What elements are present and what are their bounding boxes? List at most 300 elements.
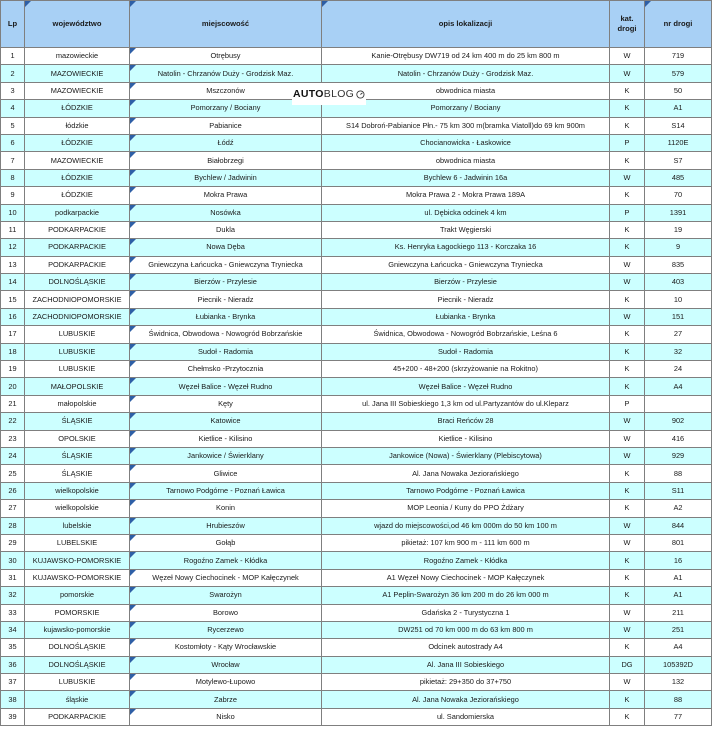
cell-opis-text: pikietaż: 29+350 do 37+750 [419, 677, 512, 687]
cell-lp[interactable] [1, 395, 25, 412]
cell-kat[interactable] [610, 395, 645, 412]
comment-marker-icon [130, 326, 136, 332]
cell-nr[interactable] [645, 621, 712, 638]
cell-lp-text: 34 [8, 625, 17, 635]
cell-opis[interactable] [322, 117, 610, 134]
cell-wojewodztwo[interactable] [25, 100, 130, 117]
cell-lp-text: 35 [8, 642, 17, 652]
cell-kat[interactable] [610, 604, 645, 621]
cell-miejscowosc[interactable] [130, 117, 322, 134]
cell-nr[interactable] [645, 656, 712, 673]
cell-opis[interactable] [322, 204, 610, 221]
cell-kat[interactable] [610, 308, 645, 325]
cell-miejscowosc[interactable] [130, 291, 322, 308]
cell-opis[interactable] [322, 604, 610, 621]
header-nr[interactable]: nr drogi [645, 1, 712, 48]
cell-lp-text: 17 [8, 329, 17, 339]
cell-nr[interactable] [645, 413, 712, 430]
cell-lp[interactable] [1, 152, 25, 169]
cell-opis[interactable] [322, 326, 610, 343]
cell-wojewodztwo[interactable] [25, 639, 130, 656]
cell-miejscowosc[interactable] [130, 134, 322, 151]
cell-miejscowosc[interactable] [130, 517, 322, 534]
cell-miejscowosc-text: Wrocław [211, 659, 240, 669]
cell-lp[interactable] [1, 656, 25, 673]
cell-nr[interactable] [645, 169, 712, 186]
cell-miejscowosc-text: Rycerzewo [207, 625, 244, 635]
cell-opis[interactable] [322, 256, 610, 273]
cell-kat[interactable] [610, 500, 645, 517]
cell-nr[interactable] [645, 639, 712, 656]
cell-nr[interactable] [645, 465, 712, 482]
cell-miejscowosc[interactable] [130, 708, 322, 725]
cell-opis[interactable] [322, 639, 610, 656]
cell-opis[interactable] [322, 378, 610, 395]
cell-lp[interactable] [1, 256, 25, 273]
cell-kat[interactable] [610, 326, 645, 343]
cell-nr[interactable] [645, 343, 712, 360]
cell-opis[interactable] [322, 500, 610, 517]
cell-lp[interactable] [1, 482, 25, 499]
cell-lp[interactable] [1, 569, 25, 586]
cell-miejscowosc[interactable] [130, 691, 322, 708]
cell-opis[interactable] [322, 587, 610, 604]
cell-lp[interactable] [1, 552, 25, 569]
comment-marker-icon [130, 448, 136, 454]
cell-kat[interactable] [610, 447, 645, 464]
cell-nr[interactable] [645, 187, 712, 204]
cell-wojewodztwo[interactable] [25, 517, 130, 534]
cell-opis[interactable] [322, 48, 610, 65]
comment-marker-icon [130, 709, 136, 715]
header-miejscowosc[interactable]: miejscowość [130, 1, 322, 48]
cell-opis-text: wjazd do miejscowości,od 46 km 000m do 50 km 100 m [374, 520, 557, 530]
cell-lp[interactable] [1, 430, 25, 447]
cell-kat-text: K [624, 503, 630, 513]
cell-opis-text: Kanie-Otrębusy DW719 od 24 km 400 m do 25 km 800 m [371, 51, 560, 61]
cell-wojewodztwo[interactable] [25, 413, 130, 430]
cell-miejscowosc[interactable] [130, 656, 322, 673]
cell-opis[interactable] [322, 691, 610, 708]
cell-wojewodztwo[interactable] [25, 343, 130, 360]
cell-wojewodztwo[interactable] [25, 48, 130, 65]
cell-miejscowosc[interactable] [130, 430, 322, 447]
cell-opis-text: obwodnica miasta [435, 155, 496, 165]
cell-kat[interactable] [610, 552, 645, 569]
cell-nr[interactable] [645, 204, 712, 221]
cell-wojewodztwo[interactable] [25, 534, 130, 551]
cell-nr[interactable] [645, 691, 712, 708]
cell-opis-text: obwodnica miasta [435, 85, 496, 95]
cell-kat[interactable] [610, 256, 645, 273]
cell-miejscowosc[interactable] [130, 465, 322, 482]
cell-miejscowosc[interactable] [130, 534, 322, 551]
cell-lp[interactable] [1, 326, 25, 343]
cell-miejscowosc[interactable] [130, 639, 322, 656]
cell-wojewodztwo[interactable] [25, 361, 130, 378]
cell-kat[interactable] [610, 413, 645, 430]
cell-kat-text: P [624, 207, 630, 217]
cell-wojewodztwo[interactable] [25, 674, 130, 691]
cell-opis-text: Natolin - Chrzanów Duży - Grodzisk Maz. [397, 68, 534, 78]
cell-lp[interactable] [1, 447, 25, 464]
cell-miejscowosc[interactable] [130, 482, 322, 499]
cell-opis[interactable] [322, 239, 610, 256]
cell-opis[interactable] [322, 517, 610, 534]
cell-wojewodztwo[interactable] [25, 65, 130, 82]
cell-miejscowosc[interactable] [130, 308, 322, 325]
cell-opis[interactable] [322, 465, 610, 482]
cell-nr[interactable] [645, 221, 712, 238]
cell-nr[interactable] [645, 152, 712, 169]
cell-wojewodztwo[interactable] [25, 117, 130, 134]
cell-lp[interactable] [1, 221, 25, 238]
cell-miejscowosc-text: Mokra Prawa [203, 190, 248, 200]
cell-wojewodztwo[interactable] [25, 691, 130, 708]
cell-kat[interactable] [610, 187, 645, 204]
cell-kat[interactable] [610, 430, 645, 447]
cell-nr[interactable] [645, 378, 712, 395]
cell-wojewodztwo-text: ŚLĄSKIE [61, 416, 93, 426]
cell-lp-text: 11 [8, 225, 17, 235]
cell-miejscowosc-text: Hrubieszów [206, 520, 245, 530]
cell-nr-text: A1 [673, 572, 683, 582]
cell-kat[interactable] [610, 152, 645, 169]
cell-kat[interactable] [610, 239, 645, 256]
cell-kat-text: K [624, 381, 630, 391]
cell-miejscowosc[interactable] [130, 621, 322, 638]
cell-miejscowosc[interactable] [130, 256, 322, 273]
cell-wojewodztwo[interactable] [25, 465, 130, 482]
cell-lp[interactable] [1, 413, 25, 430]
cell-lp[interactable] [1, 204, 25, 221]
cell-nr[interactable] [645, 82, 712, 99]
cell-wojewodztwo[interactable] [25, 152, 130, 169]
cell-opis[interactable] [322, 674, 610, 691]
cell-miejscowosc[interactable] [130, 395, 322, 412]
cell-wojewodztwo[interactable] [25, 187, 130, 204]
cell-lp-text: 22 [8, 416, 17, 426]
cell-opis[interactable] [322, 187, 610, 204]
cell-lp[interactable] [1, 621, 25, 638]
cell-nr[interactable] [645, 134, 712, 151]
cell-wojewodztwo[interactable] [25, 569, 130, 586]
cell-kat[interactable] [610, 100, 645, 117]
comment-marker-icon [130, 152, 136, 158]
cell-opis[interactable] [322, 134, 610, 151]
cell-lp[interactable] [1, 134, 25, 151]
cell-miejscowosc[interactable] [130, 413, 322, 430]
cell-lp[interactable] [1, 378, 25, 395]
cell-opis[interactable] [322, 621, 610, 638]
cell-miejscowosc[interactable] [130, 239, 322, 256]
cell-wojewodztwo[interactable] [25, 482, 130, 499]
cell-wojewodztwo[interactable] [25, 256, 130, 273]
cell-nr[interactable] [645, 326, 712, 343]
cell-miejscowosc[interactable] [130, 326, 322, 343]
cell-miejscowosc[interactable] [130, 447, 322, 464]
cell-nr[interactable] [645, 447, 712, 464]
cell-opis[interactable] [322, 308, 610, 325]
cell-nr[interactable] [645, 117, 712, 134]
cell-wojewodztwo[interactable] [25, 552, 130, 569]
cell-wojewodztwo[interactable] [25, 82, 130, 99]
cell-miejscowosc-text: Świdnica, Obwodowa - Nowogród Bobrzańskie [148, 329, 303, 339]
cell-lp[interactable] [1, 691, 25, 708]
cell-lp-text: 38 [8, 694, 17, 704]
cell-lp[interactable] [1, 308, 25, 325]
cell-wojewodztwo[interactable] [25, 656, 130, 673]
cell-wojewodztwo[interactable] [25, 134, 130, 151]
header-wojewodztwo[interactable]: województwo [25, 1, 130, 48]
cell-miejscowosc[interactable] [130, 65, 322, 82]
cell-miejscowosc[interactable] [130, 604, 322, 621]
cell-nr-text: 579 [671, 68, 685, 78]
cell-opis-text: Sudoł - Radomia [437, 346, 494, 356]
cell-opis[interactable] [322, 569, 610, 586]
cell-kat[interactable] [610, 621, 645, 638]
cell-lp[interactable] [1, 465, 25, 482]
cell-lp-text: 33 [8, 607, 17, 617]
cell-miejscowosc-text: Gliwice [213, 468, 238, 478]
cell-nr[interactable] [645, 674, 712, 691]
cell-opis[interactable] [322, 430, 610, 447]
header-opis[interactable]: opis lokalizacji [322, 1, 610, 48]
cell-miejscowosc[interactable] [130, 361, 322, 378]
cell-nr[interactable] [645, 500, 712, 517]
table-row [1, 65, 712, 82]
header-kat[interactable]: kat. drogi [610, 1, 645, 48]
cell-kat[interactable] [610, 65, 645, 82]
cell-opis[interactable] [322, 361, 610, 378]
cell-wojewodztwo[interactable] [25, 621, 130, 638]
cell-nr[interactable] [645, 482, 712, 499]
cell-kat[interactable] [610, 361, 645, 378]
cell-lp[interactable] [1, 187, 25, 204]
cell-kat[interactable] [610, 569, 645, 586]
cell-opis[interactable] [322, 274, 610, 291]
cell-opis[interactable] [322, 534, 610, 551]
cell-wojewodztwo[interactable] [25, 326, 130, 343]
cell-nr[interactable] [645, 534, 712, 551]
cell-lp-text: 19 [8, 364, 17, 374]
cell-nr[interactable] [645, 517, 712, 534]
cell-kat[interactable] [610, 134, 645, 151]
cell-kat[interactable] [610, 169, 645, 186]
cell-lp[interactable] [1, 639, 25, 656]
cell-miejscowosc[interactable] [130, 48, 322, 65]
cell-opis[interactable] [322, 656, 610, 673]
cell-kat-text: K [624, 225, 630, 235]
cell-kat[interactable] [610, 117, 645, 134]
cell-kat[interactable] [610, 639, 645, 656]
cell-kat[interactable] [610, 534, 645, 551]
cell-wojewodztwo[interactable] [25, 291, 130, 308]
cell-kat[interactable] [610, 378, 645, 395]
cell-nr-text: S14 [671, 120, 685, 130]
cell-lp[interactable] [1, 291, 25, 308]
cell-nr[interactable] [645, 430, 712, 447]
cell-kat[interactable] [610, 708, 645, 725]
cell-kat[interactable] [610, 291, 645, 308]
cell-lp[interactable] [1, 587, 25, 604]
cell-miejscowosc[interactable] [130, 221, 322, 238]
cell-wojewodztwo[interactable] [25, 169, 130, 186]
cell-wojewodztwo[interactable] [25, 447, 130, 464]
cell-miejscowosc[interactable] [130, 500, 322, 517]
cell-kat[interactable] [610, 674, 645, 691]
cell-wojewodztwo-text: LUBUSKIE [58, 346, 96, 356]
cell-lp[interactable] [1, 48, 25, 65]
header-row [1, 1, 712, 48]
cell-lp[interactable] [1, 500, 25, 517]
cell-opis-text: ul. Sandomierska [436, 712, 495, 722]
cell-wojewodztwo[interactable] [25, 239, 130, 256]
cell-lp-text: 12 [8, 242, 17, 252]
cell-kat-text: K [624, 364, 630, 374]
cell-lp[interactable] [1, 82, 25, 99]
cell-nr-text: 403 [671, 277, 685, 287]
cell-opis[interactable] [322, 221, 610, 238]
cell-kat[interactable] [610, 274, 645, 291]
cell-nr[interactable] [645, 100, 712, 117]
cell-wojewodztwo[interactable] [25, 587, 130, 604]
cell-wojewodztwo[interactable] [25, 204, 130, 221]
cell-nr[interactable] [645, 552, 712, 569]
cell-kat-text: W [623, 51, 631, 61]
cell-lp-text: 15 [8, 294, 17, 304]
cell-opis[interactable] [322, 169, 610, 186]
cell-kat[interactable] [610, 517, 645, 534]
cell-opis-text: Rogoźno Zamek - Kłódka [423, 555, 508, 565]
cell-kat[interactable] [610, 82, 645, 99]
cell-kat[interactable] [610, 656, 645, 673]
cell-opis-text: A1 Węzeł Nowy Ciechocinek - MOP Kałęczynek [386, 572, 545, 582]
cell-miejscowosc[interactable] [130, 343, 322, 360]
cell-lp[interactable] [1, 517, 25, 534]
cell-lp[interactable] [1, 604, 25, 621]
cell-lp-text: 26 [8, 485, 17, 495]
cell-nr[interactable] [645, 361, 712, 378]
cell-kat[interactable] [610, 221, 645, 238]
cell-nr-text: 929 [671, 451, 685, 461]
cell-wojewodztwo[interactable] [25, 274, 130, 291]
cell-nr-text: 70 [673, 190, 683, 200]
cell-nr[interactable] [645, 708, 712, 725]
cell-opis[interactable] [322, 65, 610, 82]
table-row [1, 291, 712, 308]
cell-opis-text: Kietlice - Kilisino [438, 433, 493, 443]
cell-opis[interactable] [322, 413, 610, 430]
cell-lp[interactable] [1, 534, 25, 551]
table-row [1, 447, 712, 464]
cell-opis[interactable] [322, 708, 610, 725]
cell-kat-text: DG [621, 659, 633, 669]
cell-wojewodztwo-text: wielkopolskie [55, 485, 99, 495]
cell-lp-text: 5 [10, 120, 15, 130]
cell-lp[interactable] [1, 674, 25, 691]
cell-lp[interactable] [1, 117, 25, 134]
cell-lp[interactable] [1, 274, 25, 291]
comment-marker-icon [130, 639, 136, 645]
cell-opis[interactable] [322, 152, 610, 169]
cell-miejscowosc[interactable] [130, 378, 322, 395]
cell-kat[interactable] [610, 482, 645, 499]
cell-lp[interactable] [1, 361, 25, 378]
cell-nr[interactable] [645, 569, 712, 586]
cell-kat[interactable] [610, 691, 645, 708]
cell-miejscowosc[interactable] [130, 552, 322, 569]
cell-miejscowosc[interactable] [130, 152, 322, 169]
cell-opis[interactable] [322, 343, 610, 360]
cell-miejscowosc[interactable] [130, 587, 322, 604]
cell-kat-text: W [623, 677, 631, 687]
comment-marker-icon [130, 83, 136, 89]
cell-wojewodztwo-text: LUBUSKIE [58, 329, 96, 339]
cell-opis-text: DW251 od 70 km 000 m do 63 km 800 m [398, 625, 533, 635]
cell-miejscowosc[interactable] [130, 569, 322, 586]
cell-wojewodztwo-text: DOLNOŚLĄSKIE [48, 659, 106, 669]
cell-nr[interactable] [645, 308, 712, 325]
cell-miejscowosc[interactable] [130, 187, 322, 204]
cell-nr[interactable] [645, 587, 712, 604]
cell-opis[interactable] [322, 447, 610, 464]
cell-nr[interactable] [645, 256, 712, 273]
watermark-part2: BLOG [323, 88, 355, 100]
cell-kat[interactable] [610, 204, 645, 221]
cell-miejscowosc[interactable] [130, 169, 322, 186]
header-lp[interactable]: Lp [1, 1, 25, 48]
cell-miejscowosc[interactable] [130, 204, 322, 221]
cell-lp[interactable] [1, 100, 25, 117]
cell-lp-text: 14 [8, 277, 17, 287]
cell-lp[interactable] [1, 169, 25, 186]
cell-opis[interactable] [322, 291, 610, 308]
cell-miejscowosc-text: Kostomłoty - Kąty Wrocławskie [174, 642, 277, 652]
cell-lp-text: 30 [8, 555, 17, 565]
cell-wojewodztwo[interactable] [25, 500, 130, 517]
cell-wojewodztwo[interactable] [25, 378, 130, 395]
cell-wojewodztwo[interactable] [25, 430, 130, 447]
cell-wojewodztwo-text: PODKARPACKIE [48, 712, 106, 722]
cell-kat[interactable] [610, 587, 645, 604]
cell-wojewodztwo[interactable] [25, 604, 130, 621]
cell-nr[interactable] [645, 274, 712, 291]
cell-wojewodztwo[interactable] [25, 221, 130, 238]
cell-kat[interactable] [610, 48, 645, 65]
cell-wojewodztwo[interactable] [25, 708, 130, 725]
cell-wojewodztwo[interactable] [25, 395, 130, 412]
cell-kat[interactable] [610, 465, 645, 482]
cell-opis[interactable] [322, 552, 610, 569]
cell-miejscowosc[interactable] [130, 674, 322, 691]
cell-nr[interactable] [645, 395, 712, 412]
cell-kat[interactable] [610, 343, 645, 360]
cell-opis[interactable] [322, 395, 610, 412]
cell-opis[interactable] [322, 482, 610, 499]
cell-lp[interactable] [1, 65, 25, 82]
cell-nr[interactable] [645, 604, 712, 621]
cell-nr[interactable] [645, 239, 712, 256]
cell-nr[interactable] [645, 48, 712, 65]
cell-lp[interactable] [1, 343, 25, 360]
cell-nr[interactable] [645, 65, 712, 82]
cell-wojewodztwo[interactable] [25, 308, 130, 325]
cell-miejscowosc[interactable] [130, 274, 322, 291]
cell-lp[interactable] [1, 239, 25, 256]
cell-nr[interactable] [645, 291, 712, 308]
cell-lp[interactable] [1, 708, 25, 725]
